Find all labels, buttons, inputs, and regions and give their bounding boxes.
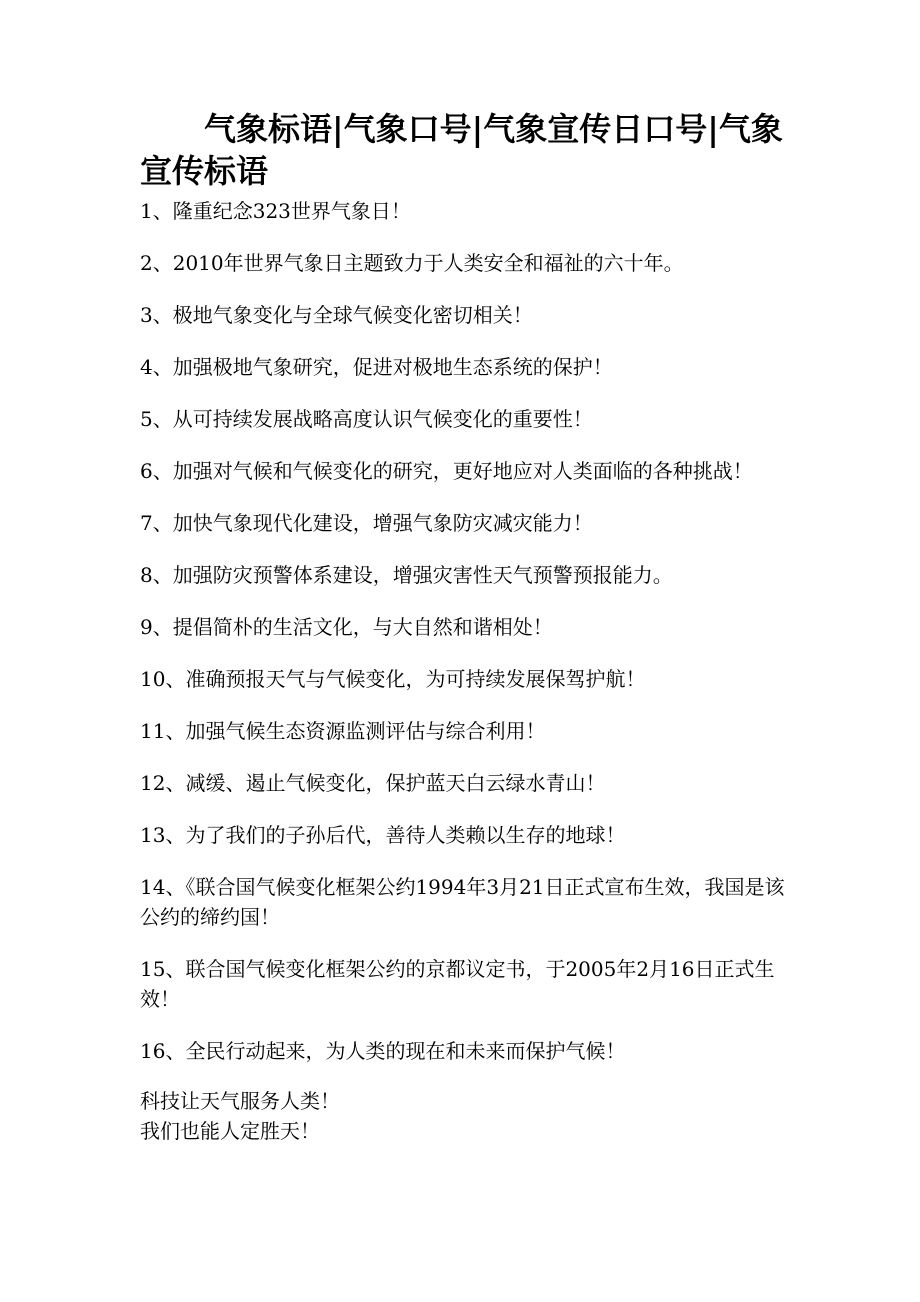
- slogan-item-3: 3、极地气象变化与全球气候变化密切相关！: [140, 303, 533, 327]
- closing-line-1: 科技让天气服务人类！: [140, 1089, 340, 1113]
- slogan-item-5: 5、从可持续发展战略高度认识气候变化的重要性！: [140, 407, 593, 431]
- slogan-item-4: 4、加强极地气象研究，促进对极地生态系统的保护！: [140, 355, 613, 379]
- slogan-item-12: 12、减缓、遏止气候变化，保护蓝天白云绿水青山！: [140, 771, 606, 795]
- slogan-item-8: 8、加强防灾预警体系建设，增强灾害性天气预警预报能力。: [140, 563, 673, 587]
- slogan-item-16: 16、全民行动起来，为人类的现在和未来而保护气候！: [140, 1039, 626, 1063]
- slogan-list: [140, 196, 790, 1066]
- slogan-item-13: 13、为了我们的子孙后代，善待人类赖以生存的地球！: [140, 823, 626, 847]
- slogan-item-1: 1、隆重纪念323世界气象日！: [140, 199, 411, 223]
- slogan-item-10: 10、准确预报天气与气候变化，为可持续发展保驾护航！: [140, 667, 646, 691]
- slogan-item-9: 9、提倡简朴的生活文化，与大自然和谐相处！: [140, 615, 553, 639]
- slogan-item-6: 6、加强对气候和气候变化的研究，更好地应对人类面临的各种挑战！: [140, 459, 753, 483]
- closing-lines: [140, 1086, 790, 1146]
- document-page: [140, 108, 790, 1146]
- slogan-item-11: 11、加强气候生态资源监测评估与综合利用！: [140, 719, 546, 743]
- slogan-item-2: 2、2010年世界气象日主题致力于人类安全和福祉的六十年。: [140, 251, 684, 275]
- closing-line-2: 我们也能人定胜天！: [140, 1119, 320, 1143]
- slogan-item-14: 14、《联合国气候变化框架公约1994年3月21日正式宣布生效，我国是该公约的缔约国！: [140, 875, 785, 929]
- slogan-item-15: 15、联合国气候变化框架公约的京都议定书，于2005年2月16日正式生效！: [140, 957, 775, 1011]
- slogan-item-7: 7、加快气象现代化建设，增强气象防灾减灾能力！: [140, 511, 593, 535]
- document-title: 气象标语|气象口号|气象宣传日口号|气象宣传标语: [140, 110, 783, 190]
